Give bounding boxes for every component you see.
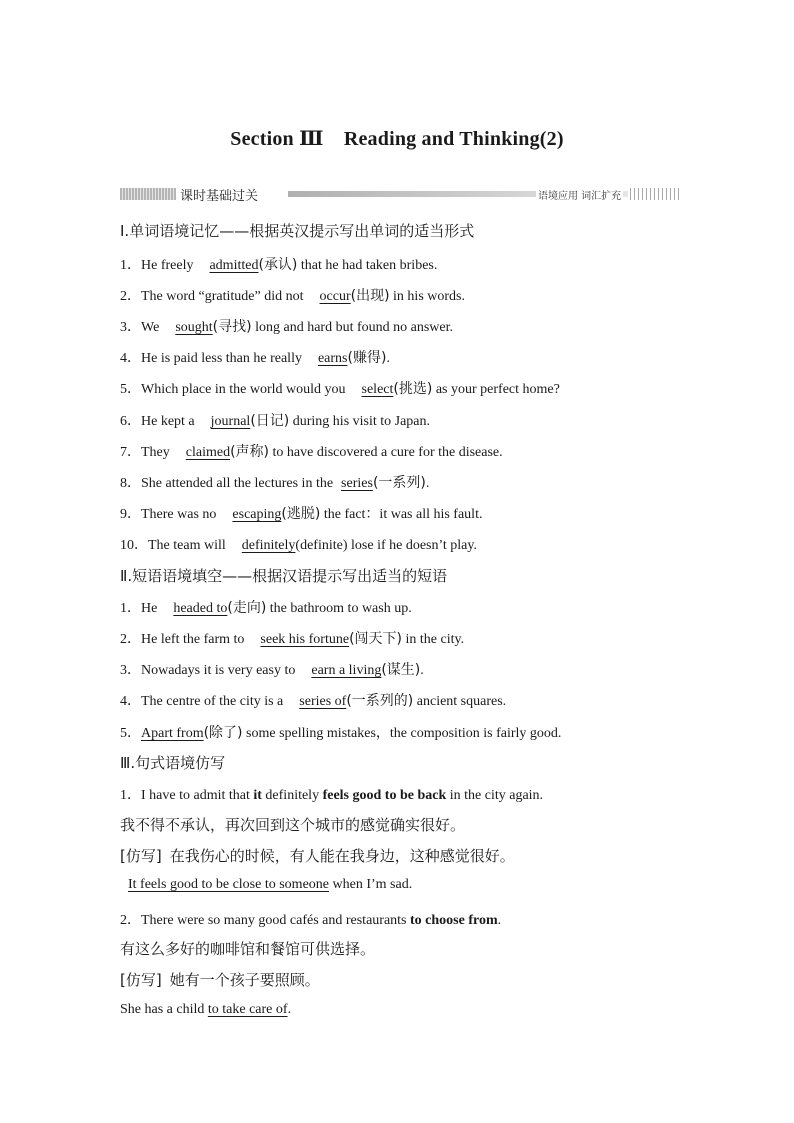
item-hint: (承认) bbox=[258, 257, 298, 273]
part2-item-5 bbox=[120, 722, 561, 742]
item-number: 3． bbox=[120, 663, 141, 678]
item-hint: (日记) bbox=[250, 413, 290, 429]
item-number: 2． bbox=[120, 289, 141, 304]
item-number: 1． bbox=[120, 601, 141, 616]
answer-blank: earns bbox=[317, 351, 348, 366]
imitation-prompt: 她有一个孩子要照顾。 bbox=[169, 971, 320, 989]
item-number: 8． bbox=[120, 476, 141, 491]
part1-heading: Ⅰ.单词语境记忆——根据英汉提示写出单词的适当形式 bbox=[120, 222, 475, 240]
part3-sentence-2 bbox=[120, 909, 501, 929]
answer-blank: escaping bbox=[232, 507, 282, 522]
item-hint: (声称) bbox=[230, 444, 270, 460]
answer-blank: headed to bbox=[173, 601, 228, 616]
part1-item-2 bbox=[120, 285, 465, 305]
answer-blank: definitely bbox=[241, 538, 296, 553]
item-number: 2． bbox=[120, 632, 141, 647]
item-text: He bbox=[141, 601, 158, 616]
item-text: lose if he doesn’t play. bbox=[347, 538, 477, 553]
item-hint: (寻找) bbox=[212, 319, 252, 335]
item-hint: (definite) bbox=[295, 538, 348, 553]
section-banner bbox=[120, 186, 680, 202]
banner-right-label: 语境应用 词汇扩充 bbox=[536, 187, 623, 202]
part2-item-3 bbox=[120, 659, 424, 679]
item-number: 10． bbox=[120, 538, 148, 553]
part2-item-4 bbox=[120, 690, 506, 710]
part3-imitation-1-answer bbox=[120, 877, 412, 893]
item-number: 5． bbox=[120, 726, 141, 741]
answer-blank: series bbox=[341, 476, 373, 491]
item-text: some spelling mistakes，the composition is fairly good. bbox=[242, 726, 562, 741]
item-hint: (一系列的) bbox=[346, 693, 414, 709]
item-text: . bbox=[386, 351, 390, 366]
item-text: . bbox=[497, 913, 502, 928]
part2-item-1 bbox=[120, 597, 412, 617]
answer-blank: series of bbox=[299, 694, 347, 709]
answer-blank: earn a living bbox=[311, 663, 382, 678]
answer-blank: occur bbox=[319, 289, 351, 304]
page-title: Section Ⅲ Reading and Thinking(2) bbox=[230, 128, 564, 150]
part1-item-6 bbox=[120, 410, 430, 430]
item-text: . bbox=[287, 1002, 292, 1017]
item-text: Which place in the world would you bbox=[141, 382, 346, 397]
item-text: They bbox=[141, 445, 170, 460]
item-hint: (闯天下) bbox=[349, 631, 402, 647]
item-number: 1． bbox=[120, 788, 141, 803]
item-text: in the city. bbox=[402, 632, 465, 647]
item-hint: (走向) bbox=[227, 600, 267, 616]
part1-item-9 bbox=[120, 503, 482, 523]
answer-blank: claimed bbox=[185, 445, 231, 460]
item-text: in his words. bbox=[389, 289, 465, 304]
part3-imitation-2-answer bbox=[120, 1002, 291, 1018]
item-text: She attended all the lectures in the bbox=[141, 476, 334, 491]
part3-sentence-1-translation: 我不得不承认，再次回到这个城市的感觉确实很好。 bbox=[120, 816, 466, 834]
item-number: 6． bbox=[120, 414, 141, 429]
item-text: that he had taken bribes. bbox=[297, 258, 438, 273]
item-text: She has a child bbox=[120, 1002, 208, 1017]
imitation-prompt: 在我伤心的时候，有人能在我身边，这种感觉很好。 bbox=[169, 847, 515, 865]
item-text: . bbox=[420, 663, 424, 678]
item-text: He kept a bbox=[141, 414, 195, 429]
imitation-tag: [仿写] bbox=[120, 847, 162, 865]
answer-blank: admitted bbox=[209, 258, 259, 273]
item-text: . bbox=[425, 476, 430, 491]
item-text: Nowadays it is very easy to bbox=[141, 663, 296, 678]
answer-blank: seek his fortune bbox=[260, 632, 350, 647]
part1-item-1 bbox=[120, 254, 437, 274]
item-text: The word “gratitude” did not bbox=[141, 289, 304, 304]
answer-blank: select bbox=[361, 382, 394, 397]
item-number: 7． bbox=[120, 445, 141, 460]
part2-item-2 bbox=[120, 628, 464, 648]
item-text: the bathroom to wash up. bbox=[266, 601, 412, 616]
answer-blank: It feels good to be close to someone bbox=[128, 877, 330, 892]
part2-heading: Ⅱ.短语语境填空——根据汉语提示写出适当的短语 bbox=[120, 567, 448, 585]
item-hint: (出现) bbox=[350, 288, 390, 304]
item-number: 5． bbox=[120, 382, 141, 397]
item-text: He freely bbox=[141, 258, 194, 273]
part1-item-7 bbox=[120, 441, 503, 461]
answer-blank: sought bbox=[175, 320, 213, 335]
item-text: when I’m sad. bbox=[329, 877, 413, 892]
item-number: 4． bbox=[120, 694, 141, 709]
item-text: There was no bbox=[141, 507, 217, 522]
item-hint: (一系列) bbox=[372, 475, 426, 491]
item-hint: (除了) bbox=[203, 725, 243, 741]
item-text: definitely bbox=[261, 788, 323, 803]
item-text: as your perfect home? bbox=[432, 382, 560, 397]
answer-blank: journal bbox=[210, 414, 251, 429]
item-text: The team will bbox=[148, 538, 226, 553]
item-number: 1． bbox=[120, 258, 141, 273]
item-hint: (谋生) bbox=[381, 662, 421, 678]
item-number: 3． bbox=[120, 320, 141, 335]
item-number: 2． bbox=[120, 913, 141, 928]
item-hint: (赚得) bbox=[347, 350, 387, 366]
item-hint: (挑选) bbox=[393, 381, 433, 397]
part1-item-4 bbox=[120, 347, 390, 367]
banner-stripe-left bbox=[120, 188, 176, 200]
item-number: 4． bbox=[120, 351, 141, 366]
imitation-tag: [仿写] bbox=[120, 971, 162, 989]
item-text: ancient squares. bbox=[413, 694, 507, 709]
item-text: He is paid less than he really bbox=[141, 351, 302, 366]
item-text: I have to admit that bbox=[141, 788, 254, 803]
banner-stripe-right bbox=[630, 188, 680, 200]
item-text: We bbox=[141, 320, 160, 335]
part3-imitation-2-prompt bbox=[120, 969, 320, 990]
part1-item-10 bbox=[120, 534, 477, 554]
item-text: There were so many good cafés and restaurants bbox=[141, 913, 411, 928]
part1-item-5 bbox=[120, 378, 560, 398]
item-text: He left the farm to bbox=[141, 632, 245, 647]
part3-imitation-1-prompt bbox=[120, 845, 515, 866]
item-text: long and hard but found no answer. bbox=[251, 320, 454, 335]
item-hint: (逃脱) bbox=[281, 506, 321, 522]
answer-blank: Apart from bbox=[141, 726, 204, 741]
part1-item-3 bbox=[120, 316, 453, 336]
item-text: the fact：it was all his fault. bbox=[320, 507, 483, 522]
banner-label: 课时基础过关 bbox=[180, 189, 259, 204]
answer-blank: to take care of bbox=[207, 1002, 288, 1017]
item-text: in the city again. bbox=[446, 788, 544, 803]
key-phrase: feels good to be back bbox=[322, 788, 447, 803]
item-text: to have discovered a cure for the disease. bbox=[269, 445, 503, 460]
part3-sentence-2-translation: 有这么多好的咖啡馆和餐馆可供选择。 bbox=[120, 940, 376, 958]
part3-heading: Ⅲ.句式语境仿写 bbox=[120, 754, 226, 772]
key-phrase: to choose from bbox=[410, 913, 498, 928]
part3-sentence-1 bbox=[120, 784, 543, 804]
item-text: during his visit to Japan. bbox=[289, 414, 431, 429]
item-text: The centre of the city is a bbox=[141, 694, 284, 709]
key-word: it bbox=[253, 788, 262, 803]
item-number: 9． bbox=[120, 507, 141, 522]
part1-item-8 bbox=[120, 472, 429, 492]
